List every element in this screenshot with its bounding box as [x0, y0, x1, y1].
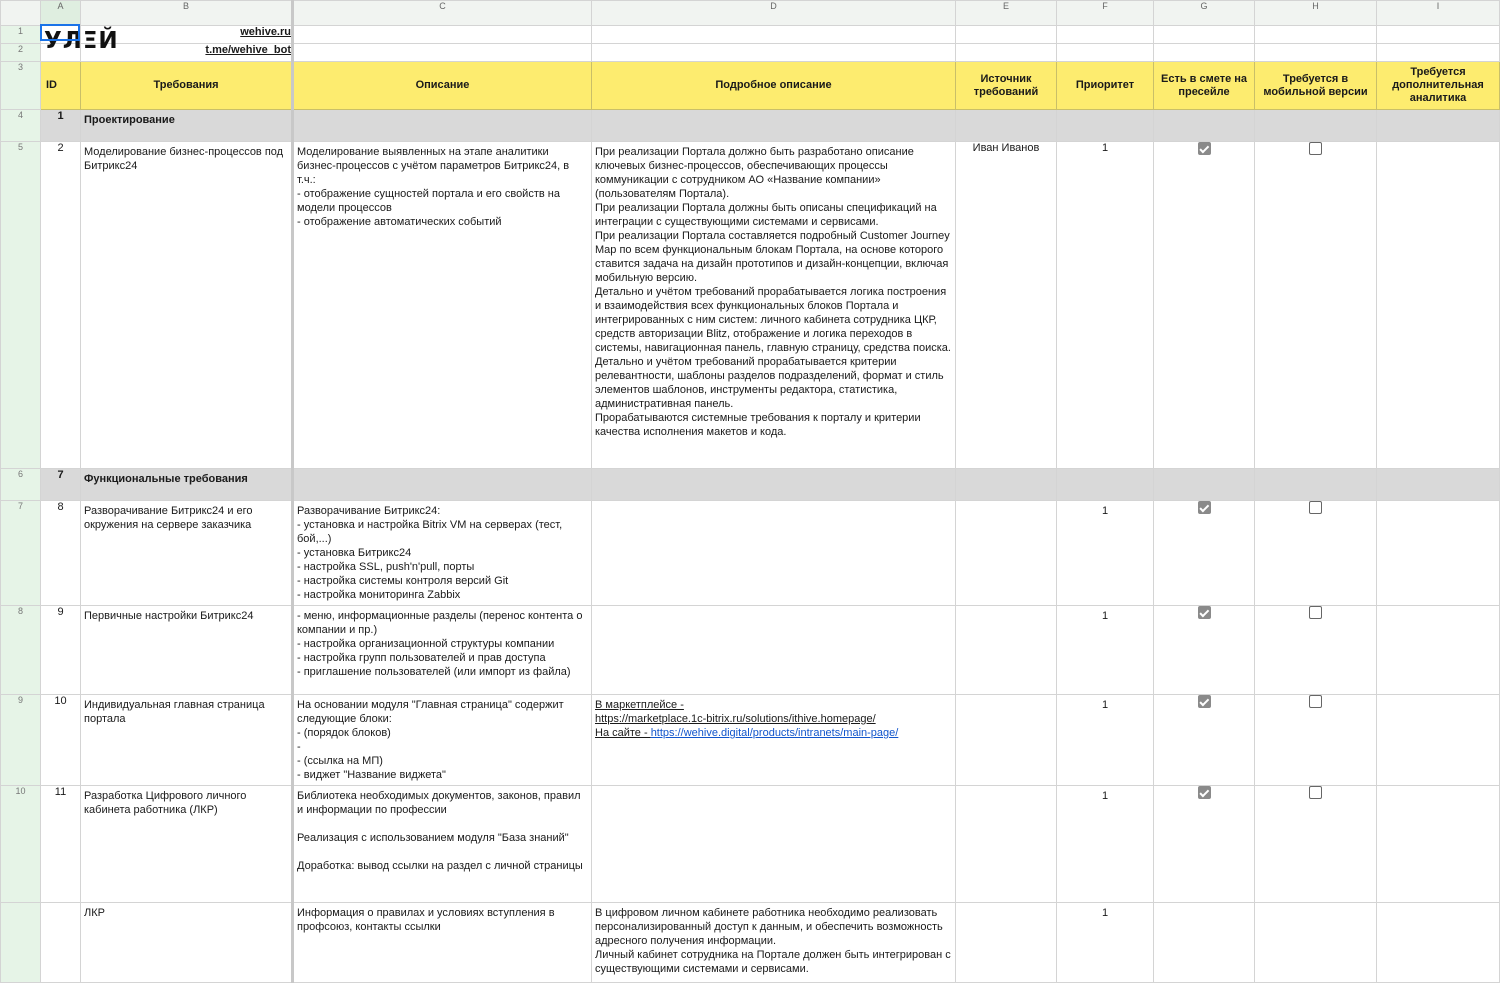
- header-priority[interactable]: Приоритет: [1057, 62, 1154, 110]
- row-header[interactable]: 4: [1, 110, 41, 142]
- row-id[interactable]: 8: [41, 501, 81, 606]
- mobile-cell: [1255, 501, 1377, 606]
- cell[interactable]: [1377, 903, 1500, 983]
- cell[interactable]: [956, 469, 1057, 501]
- cell[interactable]: [1377, 110, 1500, 142]
- column-header-d[interactable]: D: [592, 1, 956, 26]
- cell[interactable]: [956, 26, 1057, 44]
- cell[interactable]: [592, 44, 956, 62]
- active-cell-selection: [40, 24, 80, 41]
- cell[interactable]: [956, 110, 1057, 142]
- priority-cell[interactable]: 1: [1101, 699, 1109, 711]
- row-header[interactable]: 6: [1, 469, 41, 501]
- row-header[interactable]: 3: [1, 62, 41, 110]
- row-id[interactable]: 2: [41, 142, 81, 469]
- cell[interactable]: [1154, 469, 1255, 501]
- column-header-i[interactable]: I: [1377, 1, 1500, 26]
- row-header[interactable]: 1: [1, 26, 41, 44]
- cell[interactable]: [1057, 469, 1154, 501]
- section-row: [1, 469, 1500, 501]
- detailed-description-cell[interactable]: [592, 786, 955, 792]
- wehive-logo: УЛΞЙ: [44, 28, 119, 54]
- cell[interactable]: [1154, 903, 1255, 983]
- select-all-corner[interactable]: [1, 1, 41, 26]
- row-id[interactable]: 10: [41, 695, 81, 786]
- column-header-h[interactable]: H: [1255, 1, 1377, 26]
- table-row: [1, 903, 1500, 983]
- detailed-description-cell[interactable]: [592, 695, 956, 786]
- row-header[interactable]: 9: [1, 695, 41, 786]
- table-header-row: [1, 62, 1500, 110]
- table-row: [1, 142, 1500, 469]
- cell[interactable]: [1255, 26, 1377, 44]
- presale-cell: [1154, 142, 1255, 469]
- site-link[interactable]: https://wehive.digital/products/intranets/main-page/: [650, 727, 899, 739]
- cell[interactable]: [592, 469, 956, 501]
- requirement-cell[interactable]: Первичные настройки Битрикс24: [84, 610, 254, 622]
- row-id[interactable]: 9: [41, 606, 81, 695]
- section-id[interactable]: 7: [41, 469, 81, 501]
- cell[interactable]: [956, 44, 1057, 62]
- header-analytics[interactable]: Требуется дополнительная аналитика: [1377, 62, 1500, 110]
- cell[interactable]: [1255, 110, 1377, 142]
- cell[interactable]: [1377, 44, 1500, 62]
- presale-cell: [1154, 786, 1255, 903]
- section-title[interactable]: Функциональные требования: [84, 473, 248, 485]
- column-header-c[interactable]: C: [293, 1, 592, 26]
- source-cell[interactable]: [956, 695, 1057, 786]
- column-header-f[interactable]: F: [1057, 1, 1154, 26]
- cell[interactable]: [1377, 26, 1500, 44]
- site-link[interactable]: wehive.ru: [81, 26, 293, 44]
- cell[interactable]: [1255, 44, 1377, 62]
- header-id[interactable]: ID: [41, 62, 81, 110]
- source-cell[interactable]: Иван Иванов: [956, 142, 1057, 469]
- priority-cell[interactable]: 1: [1101, 610, 1109, 622]
- cell[interactable]: [293, 469, 592, 501]
- presale-cell: [1154, 501, 1255, 606]
- cell[interactable]: [293, 26, 592, 44]
- priority-cell[interactable]: 1: [1057, 142, 1154, 469]
- analytics-cell[interactable]: [1377, 501, 1500, 606]
- requirement-cell[interactable]: Разработка Цифрового личного кабинета работника (ЛКР): [84, 790, 250, 816]
- analytics-cell[interactable]: [1377, 142, 1500, 469]
- section-id[interactable]: 1: [41, 110, 81, 142]
- source-cell[interactable]: [956, 786, 1057, 903]
- analytics-cell[interactable]: [1377, 695, 1500, 786]
- marketplace-link[interactable]: https://marketplace.1c-bitrix.ru/solutions/ithive.homepage/: [595, 713, 876, 725]
- description-cell[interactable]: Информация о правилах и условиях вступления в профсоюз, контакты ссылки: [297, 907, 558, 933]
- priority-cell[interactable]: 1: [1101, 907, 1109, 919]
- site-label: На сайте -: [595, 727, 651, 739]
- detailed-description-cell[interactable]: [592, 501, 955, 507]
- column-header-b[interactable]: B: [81, 1, 293, 26]
- cell[interactable]: [1057, 44, 1154, 62]
- cell[interactable]: [1255, 469, 1377, 501]
- description-cell[interactable]: Разворачивание Битрикс24: - установка и настройка Bitrix VM на серверах (тест, бой,...) - установка Битрикс24 - настройка SSL, push'n'pull, порты - настройка системы контроля версий Git - настройка мониторинга Zabbix: [297, 505, 563, 601]
- source-cell[interactable]: [956, 606, 1057, 695]
- presale-checkbox[interactable]: [1198, 695, 1211, 708]
- detailed-description-cell[interactable]: В цифровом личном кабинете работника необходимо реализовать персонализированный доступ к данным, и обеспечить возможность адресного получения информации. Личный кабинет сотрудника на Портале должен быть интегрирован с существующими системами и сервисами.: [595, 907, 951, 975]
- section-row: [1, 110, 1500, 142]
- sheet-row: [1, 26, 1500, 44]
- cell[interactable]: [1154, 44, 1255, 62]
- description-cell[interactable]: Моделирование выявленных на этапе аналитики бизнес-процессов с учётом параметров Битрикс24, в т.ч.: - отображение сущностей портала и его свойств на модели процессов - отображение автоматических событий: [297, 146, 570, 228]
- requirement-cell[interactable]: ЛКР: [84, 907, 105, 919]
- row-header[interactable]: 10: [1, 786, 41, 903]
- row-header[interactable]: [1, 903, 41, 983]
- mobile-checkbox[interactable]: [1309, 786, 1322, 799]
- header-mobile[interactable]: Требуется в мобильной версии: [1255, 62, 1377, 110]
- cell[interactable]: [592, 110, 956, 142]
- presale-cell: [1154, 606, 1255, 695]
- table-row: [1, 695, 1500, 786]
- column-header-e[interactable]: E: [956, 1, 1057, 26]
- cell[interactable]: [293, 44, 592, 62]
- priority-cell[interactable]: 1: [1101, 790, 1109, 802]
- presale-checkbox[interactable]: [1198, 786, 1211, 799]
- presale-checkbox[interactable]: [1198, 501, 1211, 514]
- header-detailed-description[interactable]: Подробное описание: [592, 62, 956, 110]
- table-row: [1, 606, 1500, 695]
- mobile-cell: [1255, 142, 1377, 469]
- sheet-row: [1, 44, 1500, 62]
- mobile-cell: [1255, 606, 1377, 695]
- mobile-cell: [1255, 695, 1377, 786]
- mobile-checkbox[interactable]: [1309, 142, 1322, 155]
- header-requirements[interactable]: Требования: [81, 62, 293, 110]
- cell[interactable]: [293, 110, 592, 142]
- presale-checkbox[interactable]: [1198, 142, 1211, 155]
- requirement-cell[interactable]: Разворачивание Битрикс24 и его окружения на сервере заказчика: [84, 505, 256, 531]
- row-id[interactable]: 11: [41, 786, 81, 903]
- header-description[interactable]: Описание: [293, 62, 592, 110]
- header-presale[interactable]: Есть в смете на пресейле: [1154, 62, 1255, 110]
- requirement-cell[interactable]: Индивидуальная главная страница портала: [84, 699, 268, 725]
- cell[interactable]: [1057, 110, 1154, 142]
- requirement-cell[interactable]: Моделирование бизнес-процессов под Битрикс24: [84, 146, 287, 172]
- source-cell[interactable]: [956, 501, 1057, 606]
- mobile-cell: [1255, 786, 1377, 903]
- analytics-cell[interactable]: [1377, 606, 1500, 695]
- description-cell[interactable]: Библиотека необходимых документов, законов, правил и информации по профессии Реализация с использованием модуля "База знаний" Доработка: вывод ссылки на раздел с личной страницы: [297, 790, 583, 872]
- priority-cell[interactable]: 1: [1101, 505, 1109, 517]
- cell[interactable]: [1154, 26, 1255, 44]
- mobile-checkbox[interactable]: [1309, 606, 1322, 619]
- cell[interactable]: [1377, 469, 1500, 501]
- bot-link[interactable]: t.me/wehive_bot: [81, 44, 293, 62]
- mobile-checkbox[interactable]: [1309, 695, 1322, 708]
- column-header-row: [1, 1, 1500, 26]
- row-header[interactable]: 2: [1, 44, 41, 62]
- presale-cell: [1154, 695, 1255, 786]
- row-header[interactable]: 5: [1, 142, 41, 469]
- cell[interactable]: [1255, 903, 1377, 983]
- detailed-description-cell[interactable]: [592, 606, 955, 612]
- mobile-checkbox[interactable]: [1309, 501, 1322, 514]
- row-header[interactable]: 8: [1, 606, 41, 695]
- presale-checkbox[interactable]: [1198, 606, 1211, 619]
- column-header-a[interactable]: A: [41, 1, 81, 26]
- row-header[interactable]: 7: [1, 501, 41, 606]
- cell[interactable]: [592, 26, 956, 44]
- description-cell[interactable]: На основании модуля "Главная страница" содержит следующие блоки: - (порядок блоков) - - (ссылка на МП) - виджет "Название виджета": [297, 699, 564, 781]
- analytics-cell[interactable]: [1377, 786, 1500, 903]
- source-cell[interactable]: [956, 903, 1057, 983]
- detailed-description-cell[interactable]: При реализации Портала должно быть разработано описание ключевых бизнес-процессов, обеспечивающих процессы коммуникации с сотрудником АО «Название компании» (пользователям Портала). При реализации Портала должны быть описаны спецификаций на интеграции с существующими системами и сервисами. При реализации Портала составляется подробный Customer Journey Map по всем функциональным блокам Портала, на основе которого ставится задача на дизайн прототипов и дизайн-концепции, включая мобильную версию. Детально и учётом требований прорабатывается логика построения и взаимодействия всех функциональных блоков Портала и интегрированных с ним систем: личного кабинета сотрудника ЦКР, средств авторизации Blitz, отображение и логика переходов в системы, навигационная панель, главную страницу, средства поиска. Детально и учётом требований прорабатывается критерии релевантности, шаблоны разделов подразделений, формат и стиль элементов шаблонов, инструменты редактора, статистика, административная панель. Прорабатываются системные требования к порталу и критерии качества исполнения макетов и кода.: [595, 146, 951, 438]
- table-row: [1, 786, 1500, 903]
- description-cell[interactable]: - меню, информационные разделы (перенос контента о компании и пр.) - настройка организационной структуры компании - настройка групп пользователей и прав доступа - приглашение пользователей (или импорт из файла): [297, 610, 583, 678]
- section-title[interactable]: Проектирование: [84, 114, 175, 126]
- marketplace-label: В маркетплейсе -: [595, 699, 684, 711]
- cell[interactable]: [1057, 26, 1154, 44]
- row-id[interactable]: [41, 903, 81, 983]
- column-header-g[interactable]: G: [1154, 1, 1255, 26]
- header-source[interactable]: Источник требований: [956, 62, 1057, 110]
- table-row: [1, 501, 1500, 606]
- cell[interactable]: [1154, 110, 1255, 142]
